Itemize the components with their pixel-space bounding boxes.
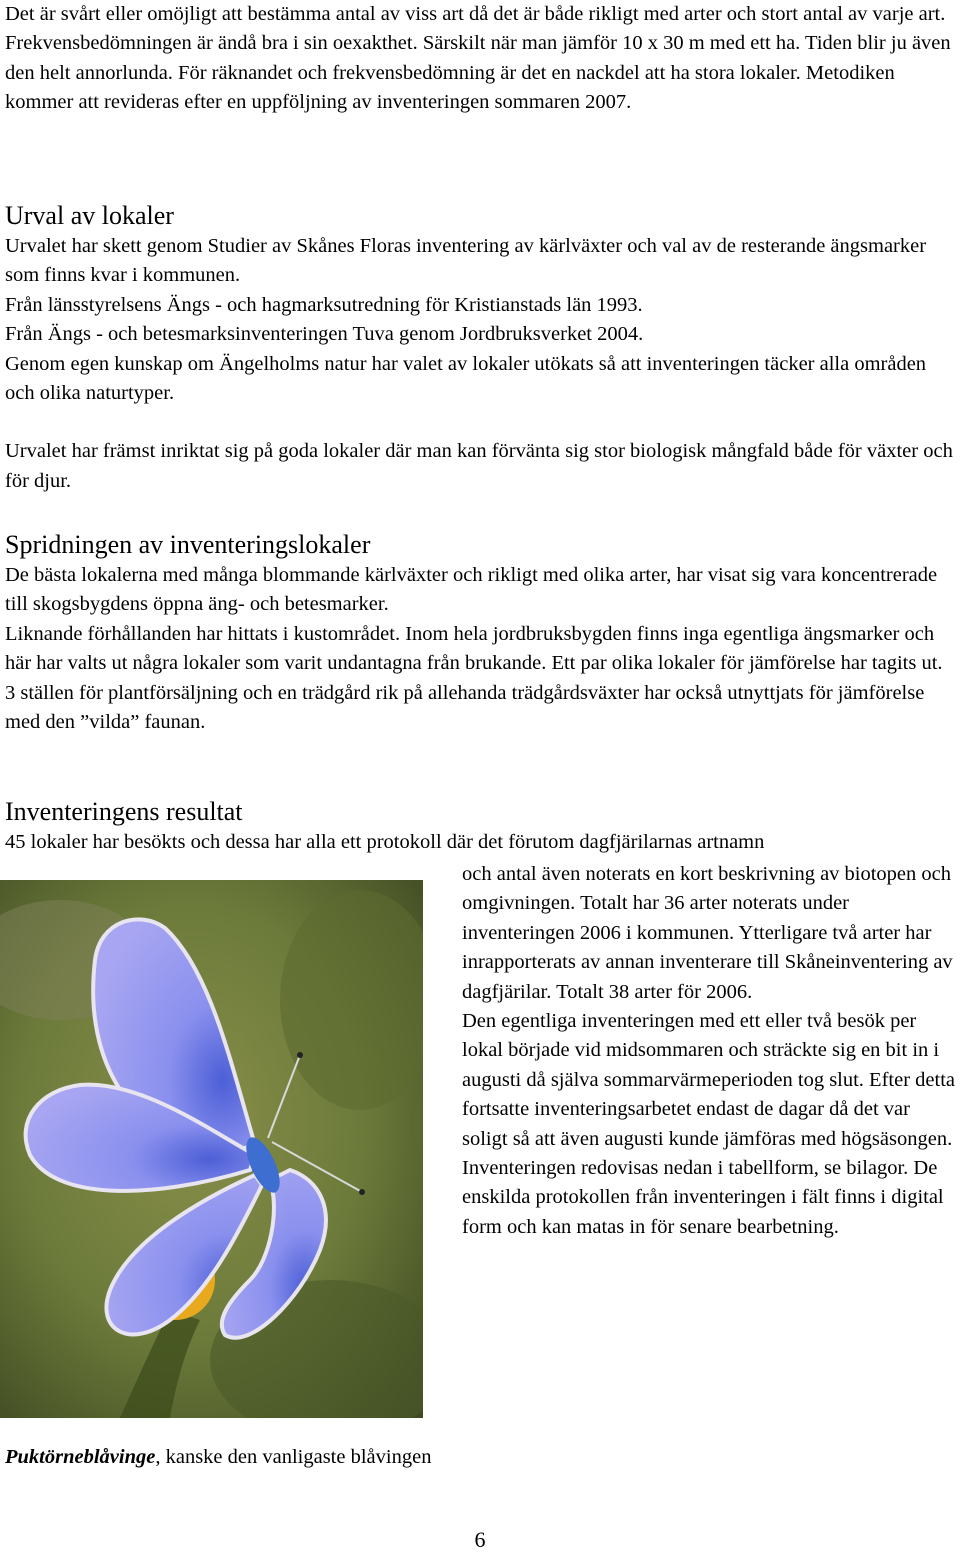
resultat-right-column — [462, 860, 957, 1242]
urval-p4: Genom egen kunskap om Ängelholms natur har valet av lokaler utökats så att inventeringen täcker alla områden och olika naturtyper. — [5, 352, 927, 405]
photo-caption — [5, 1443, 431, 1472]
resultat-right-1: och antal även noterats en kort beskrivning av biotopen och omgivningen. Totalt har 36 arter noterats under inventeringen 2006 i kommunen. Ytterligare två arter har inrapporterats av annan inventerare till Skåneinventering av dagfjärilar. Totalt 38 arter för 2006. — [462, 863, 953, 1003]
section-resultat — [5, 796, 955, 857]
resultat-lead: 45 lokaler har besökts och dessa har alla ett protokoll där det förutom dagfjärilarnas artnamn — [5, 831, 765, 853]
page-number: 6 — [474, 1527, 486, 1552]
intro-paragraph — [5, 0, 955, 118]
intro-line-1: Det är svårt eller omöjligt att bestämma antal av viss art då det är både rikligt med arter och stort antal av varje art. — [5, 3, 946, 25]
resultat-right-2: Den egentliga inventeringen med ett eller två besök per lokal började vid midsommaren och sträckte sig en bit in i augusti då själva sommarvärmeperioden tog slut. Efter detta fortsatte inventeringsarbetet endast de dagar då det var soligt så att även augusti kunde jämföras med högsäsongen. — [462, 1010, 955, 1150]
caption-text: , kanske den vanligaste blåvingen — [155, 1446, 432, 1468]
spridning-p1: De bästa lokalerna med många blommande kärlväxter och rikligt med olika arter, har visat sig vara koncentrerade till skogsbygdens öppna äng- och betesmarker. — [5, 564, 938, 616]
urval-p3: Från Ängs - och betesmarksinventeringen Tuva genom Jordbruksverket 2004. — [5, 323, 644, 346]
spridning-p2: Liknande förhållanden har hittats i kustområdet. Inom hela jordbruksbygden finns inga egentliga ängsmarker och här har valts ut några lokaler som varit undantagna från brukande. Ett par olika lokaler för jämförelse har tagits ut. 3 ställen för plantförsäljning och en trädgård rik på allehanda trädgårdsväxter har också utnyttjats för jämförelse med den ”vilda” faunan. — [5, 622, 943, 734]
spridning-heading: Spridningen av inventeringslokaler — [5, 530, 371, 559]
urval-p2: Från länsstyrelsens Ängs - och hagmarksutredning för Kristianstads län 1993. — [5, 293, 643, 316]
urval-p1: Urvalet har skett genom Studier av Skånes Floras inventering av kärlväxter och val av de resterande ängsmarker som finns kvar i kommunen. — [5, 235, 927, 287]
section-spridning — [5, 529, 955, 737]
intro-line-2: Frekvensbedömningen är ändå bra i sin oexakthet. Särskilt när man jämför 10 x 30 m med ett ha. Tiden blir ju även den helt annorlunda. För räknandet och frekvensbedömning är det en nackdel att ha stora lokaler. Metodiken kommer att revideras efter en uppföljning av inventeringen sommaren 2007. — [5, 32, 951, 114]
urval-heading: Urval av lokaler — [5, 201, 174, 230]
resultat-heading: Inventeringens resultat — [5, 797, 243, 826]
butterfly-illustration — [0, 880, 423, 1418]
section-urval — [5, 200, 955, 496]
butterfly-photo — [0, 880, 423, 1418]
resultat-right-3: Inventeringen redovisas nedan i tabellform, se bilagor. De enskilda protokollen från inventeringen i fält finns i digital form och kan matas in för senare bearbetning. — [462, 1157, 944, 1238]
caption-species: Puktörneblåvinge — [5, 1446, 156, 1468]
urval-p5: Urvalet har främst inriktat sig på goda lokaler där man kan förvänta sig stor biologisk mångfald både för växter och för djur. — [5, 440, 953, 492]
